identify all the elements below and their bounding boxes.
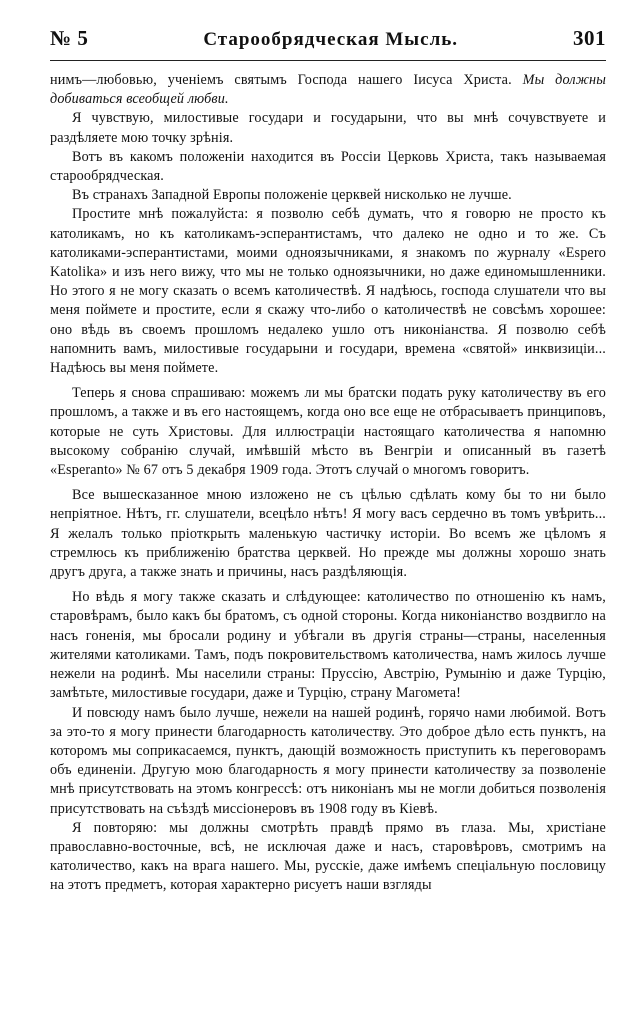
paragraph: Вотъ въ какомъ положеніи находится въ Россіи Церковь Христа, такъ называемая старообрядческая.: [50, 148, 606, 185]
journal-title: Старообрядческая Мысль.: [203, 29, 459, 50]
paragraph: Простите мнѣ пожалуйста: я позволю себѣ думать, что я говорю не просто къ католикамъ, но къ католикамъ-эсперантистамъ, что далеко не одно и то же. Съ католиками-эсперантистами, моими одноязычниками, я знакомъ по журналу «Espero Katolika» и изъ него вижу, что мы не только одноязычники, но даже единомышленники. Но этого я не могу сказать о всемъ католичествѣ. Я надѣюсь, господа слушатели что вы меня поймете и простите, если я скажу что-либо о католичествѣ не совсѣмъ хорошее: оно вѣдь въ своемъ прошломъ недалеко ушло отъ никоніанства. Я позволю себѣ напомнить вамъ, милостивые государыни и государи, времена «святой» инквизиціи... Надѣюсь вы меня поймете.: [50, 206, 606, 377]
paragraph: Въ странахъ Западной Европы положеніе церквей нисколько не лучше.: [72, 187, 512, 204]
page-number: 301: [573, 26, 606, 50]
page-header: [50, 26, 606, 60]
article-body: [50, 71, 606, 896]
header-divider: [50, 60, 606, 61]
issue-number: № 5: [50, 26, 89, 50]
paragraph: Я повторяю: мы должны смотрѣть правдѣ прямо въ глаза. Мы, христіане православно-восточные, всѣ, не исключая даже и насъ, старовѣровъ, смотримъ на католичество, какъ на врага нашего. Мы, русскіе, даже имѣемъ спеціальную пословицу на этотъ предметъ, которая характерно рисуетъ наши взгляды: [50, 819, 606, 894]
paragraph: Но вѣдь я могу также сказать и слѣдующее: католичество по отношенію къ намъ, старовѣрамъ, было какъ бы братомъ, съ одной стороны. Когда никоніанство воздвигло на насъ гоненія, мы бросали родину и убѣгали въ другія страны—страны, населенныя жителями католиками. Тамъ, подъ покровительствомъ католичества, намъ жилось лучше нежели на родинѣ. Мы населили страны: Пруссію, Австрію, Румынію и даже Турцію, замѣтьте, милостивые государи, даже и Турцію, страну Магомета!: [50, 589, 606, 702]
paragraph: И повсюду намъ было лучше, нежели на нашей родинѣ, горячо нами любимой. Вотъ за это-то я могу принести благодарность католичеству. Это доброе дѣло есть пунктъ, на которомъ мы соприкасаемся, пунктъ, дающій возможность приступить къ переговорамъ объ единеніи. Другую мою благодарность я могу принести католичеству за позволеніе мнѣ присутствовать на этомъ конгрессѣ: отъ никоніанъ мы не могли добиться позволенія присутствовать на съѣздѣ миссіонеровъ въ 1908 году въ Кіевѣ.: [50, 704, 606, 817]
paragraph-continuation: нимъ—любовью, ученіемъ святымъ Господа нашего Іисуса Христа. Мы должны добиваться всеобщей любви.: [50, 72, 606, 108]
paragraph: Все вышесказанное мною изложено не съ цѣлью сдѣлать кому бы то ни было непріятное. Нѣтъ, гг. слушатели, всецѣло нѣтъ! Я могу васъ сердечно въ томъ увѣрить... Я желалъ только пріоткрыть маленькую частичку исторіи. Во всемъ же цѣломъ я стремлюсь къ приближенію братства церквей. Но прежде мы должны хорошо знать другъ друга, а также знать и причины, насъ раздѣляющія.: [50, 487, 606, 581]
paragraph: Теперь я снова спрашиваю: можемъ ли мы братски подать руку католичеству въ его прошломъ, а также и въ его настоящемъ, когда оно все еще не отбрасываетъ принциповъ, которые не суть Христовы. Для иллюстраціи настоящаго католичества я напомню высокому собранію случай, имѣвшій мѣсто въ Венгріи и описанный въ газетѣ «Esperanto» № 67 отъ 5 декабря 1909 года. Этотъ случай о многомъ говоритъ.: [50, 385, 606, 479]
paragraph: Я чувствую, милостивые государи и государыни, что вы мнѣ сочувствуете и раздѣляете мою точку зрѣнія.: [50, 110, 606, 146]
emphasized-text: Мы должны добиваться всеобщей любви.: [50, 72, 606, 108]
